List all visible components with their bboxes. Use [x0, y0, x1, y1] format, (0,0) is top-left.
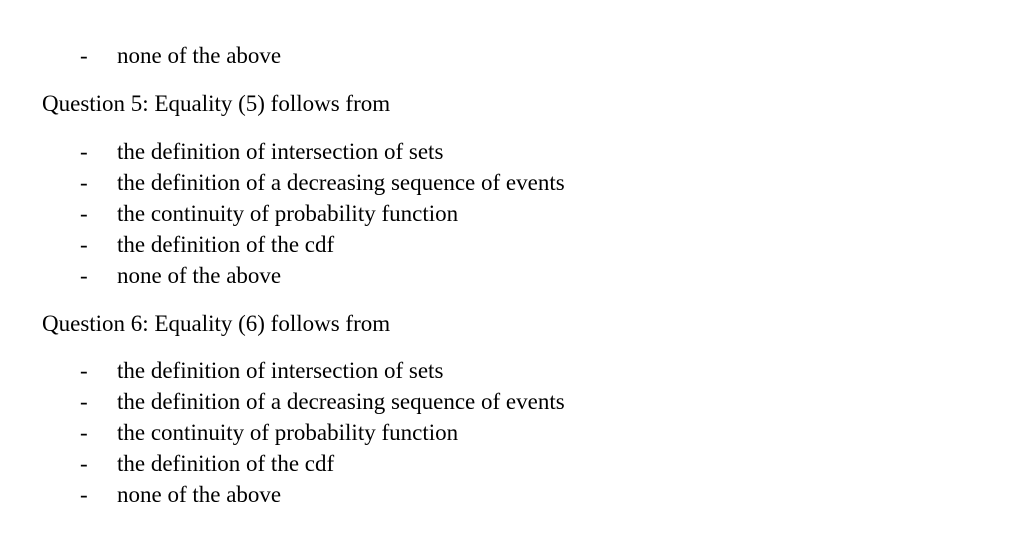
- option-text: none of the above: [117, 482, 282, 507]
- list-item: [0, 168, 1018, 198]
- list-item: [0, 41, 1018, 71]
- list-bullet: -: [80, 420, 88, 445]
- option-text: the continuity of probability function: [117, 420, 459, 445]
- list-item: [0, 261, 1018, 291]
- option-text: the definition of the cdf: [117, 451, 335, 476]
- list-bullet: -: [80, 232, 88, 257]
- option-text: the continuity of probability function: [117, 201, 459, 226]
- list-item: [0, 137, 1018, 167]
- option-text: none of the above: [117, 263, 282, 288]
- list-bullet: -: [80, 389, 88, 414]
- list-bullet: -: [80, 170, 88, 195]
- list-bullet: -: [80, 482, 88, 507]
- list-bullet: -: [80, 201, 88, 226]
- option-text: the definition of a decreasing sequence of events: [117, 170, 565, 195]
- question-6-heading: Question 6: Equality (6) follows from: [42, 311, 391, 336]
- list-item: [0, 387, 1018, 417]
- list-bullet: -: [80, 358, 88, 383]
- list-item: [0, 480, 1018, 510]
- list-bullet: -: [80, 139, 88, 164]
- option-text: the definition of the cdf: [117, 232, 335, 257]
- list-bullet: -: [80, 263, 88, 288]
- list-bullet: -: [80, 451, 88, 476]
- list-item: [0, 449, 1018, 479]
- option-text: the definition of a decreasing sequence of events: [117, 389, 565, 414]
- option-text: the definition of intersection of sets: [117, 139, 444, 164]
- question-5-heading: Question 5: Equality (5) follows from: [42, 91, 391, 116]
- option-text: the definition of intersection of sets: [117, 358, 444, 383]
- list-item: [0, 199, 1018, 229]
- list-bullet: -: [80, 43, 88, 68]
- option-text: none of the above: [117, 43, 282, 68]
- list-item: [0, 356, 1018, 386]
- list-item: [0, 230, 1018, 260]
- list-item: [0, 418, 1018, 448]
